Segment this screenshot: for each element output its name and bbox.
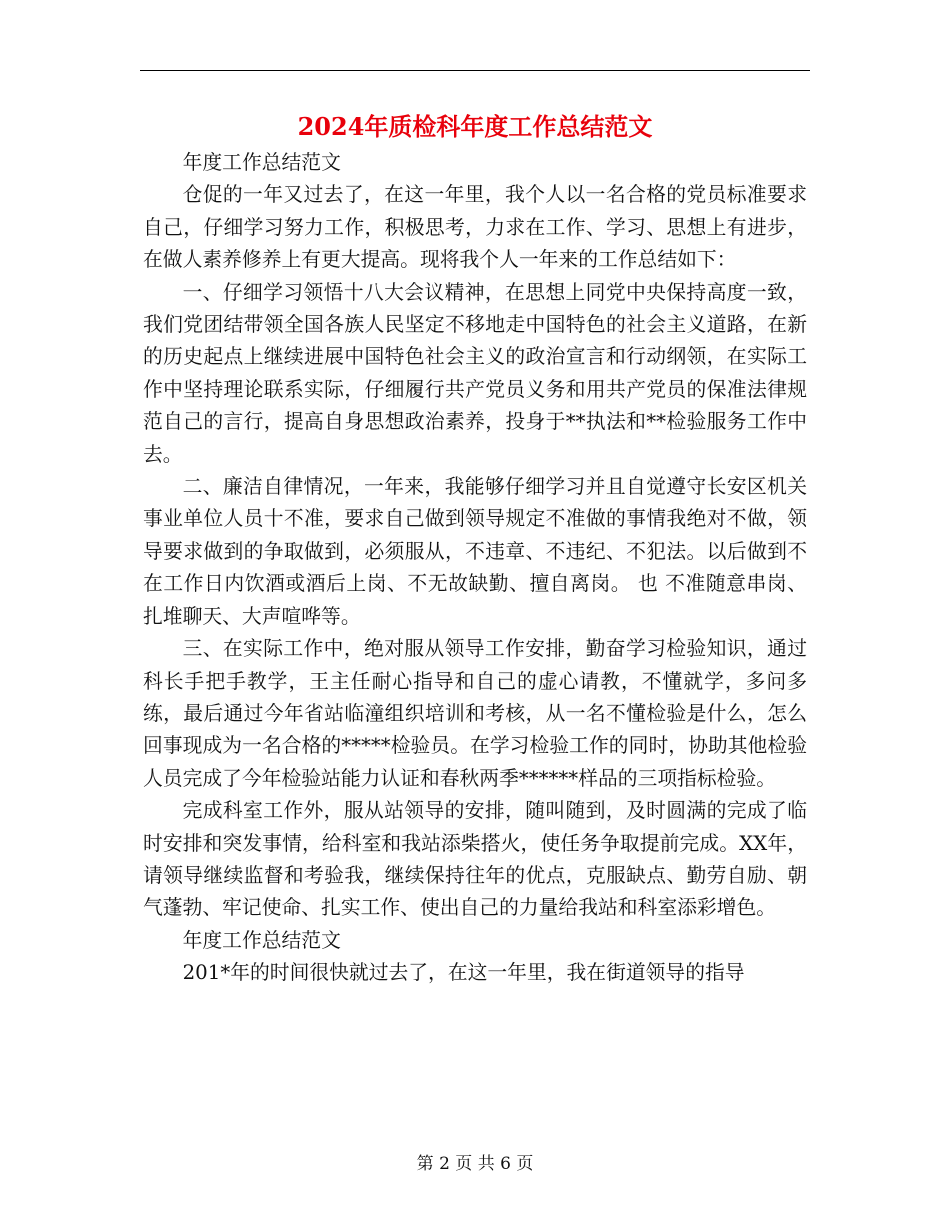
paragraph: 年度工作总结范文 <box>182 151 341 174</box>
paragraph: 三、在实际工作中，绝对服从领导工作安排，勤奋学习检验知识，通过科长手把手教学，王主任耐心指导和自己的虚心请教，不懂就学，多问多练，最后通过今年省站临潼组织培训和考核，从一名不懂检验是什么，怎么回事现成为一名合格的*****检验员。在学习检验工作的同时，协助其他检验人员完成了今年检验站能力认证和春秋两季******样品的三项指标检验。 <box>143 637 807 790</box>
paragraph: 一、仔细学习领悟十八大会议精神，在思想上同党中央保持高度一致，我们党团结带领全国各族人民坚定不移地走中国特色的社会主义道路，在新的历史起点上继续进展中国特色社会主义的政治宣言和行动纲领，在实际工作中坚持理论联系实际，仔细履行共产党员义务和用共产党员的保准法律规范自己的言行，提高自身思想政治素养，投身于**执法和**检验服务工作中去。 <box>143 280 807 466</box>
header-rule <box>140 70 810 71</box>
paragraph: 201*年的时间很快就过去了，在这一年里，我在街道领导的指导 <box>182 961 745 985</box>
paragraph: 完成科室工作外，服从站领导的安排，随叫随到，及时圆满的完成了临时安排和突发事情，给科室和我站添柴搭火，使任务争取提前完成。XX年，请领导继续监督和考验我，继续保持往年的优点，克服缺点、勤劳自励、朝气蓬勃、牢记使命、扎实工作、使出自己的力量给我站和科室添彩增色。 <box>143 799 807 920</box>
document-body <box>143 147 807 990</box>
paragraph: 二、廉洁自律情况，一年来，我能够仔细学习并且自觉遵守长安区机关事业单位人员十不准，要求自己做到领导规定不准做的事情我绝对不做，领导要求做到的争取做到，必须服从，不违章、不违纪、不犯法。以后做到不在工作日内饮酒或酒后上岗、不无故缺勤、擅自离岗。 也 不准随意串岗、扎堆聊天、大声喧哗等。 <box>143 475 807 628</box>
page-number: 第 2 页 共 6 页 <box>416 1154 534 1174</box>
document-title: 2024年质检科年度工作总结范文 <box>297 112 653 141</box>
paragraph: 仓促的一年又过去了，在这一年里，我个人以一名合格的党员标准要求自己，仔细学习努力工作，积极思考，力求在工作、学习、思想上有进步，在做人素养修养上有更大提高。现将我个人一年来的工作总结如下： <box>143 183 807 272</box>
paragraph: 年度工作总结范文 <box>182 928 341 952</box>
